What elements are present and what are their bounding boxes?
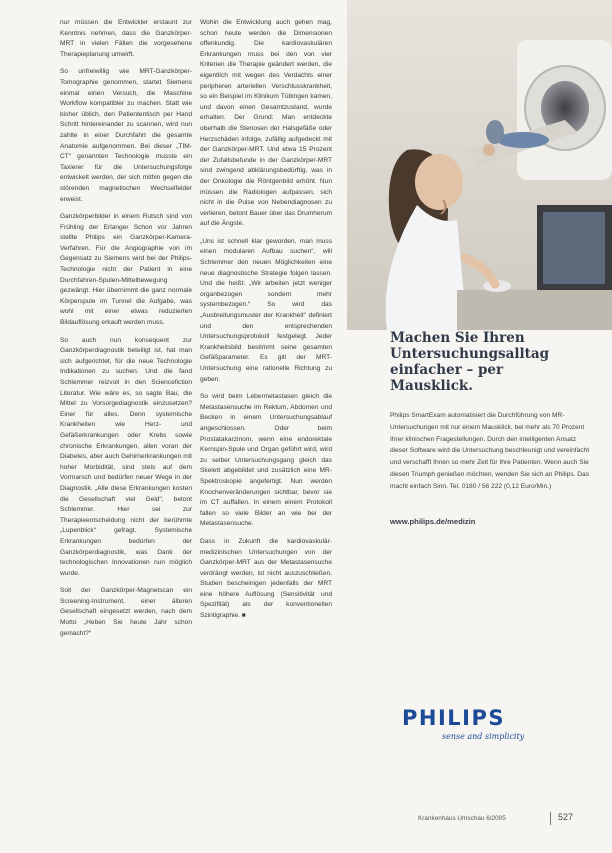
paragraph: Ganzkörperbilder in einem Rutsch sind von Frühling der Erlanger Schon vor Jahren stellte Philips ein Ganzkörper-Kamera-Verfahren. Für die Angiographie von im Gegensatz zu Siemens wird bei der Philips-Technologie nicht der Patient in eine Durchfahren-Spulen-Mittelbewegung gezwängt. Hier übernimmt die ganz normale Körperspule im Tunnel die Aufgabe, was wohl mit einer etwas reduzierten Bildauflösung erkauft werden muss. (60, 213, 192, 327)
article-column-2 (200, 18, 332, 629)
paragraph: So wird beim Lebermetastasen gleich die Metastasensuche im Rektum, Abdomen und Becken in einem Untersuchungsablauf angeschlossen. Oder beim Prostatakarzinom, wenn eine endorektale Kernspin-Spule und Organ geführt wird, wird zu selber Untersuchungsgang gleich das Skelett abgebildet und zusätzlich eine MR-Spektroskopie angefertigt. Nun werden Knochenveränderungen sichtbar, bevor sie im CT auffallen. In einem einem Protokoll fallen so viele Bilder an wie bei der Metastasensuche. (200, 393, 332, 528)
paragraph: Dass in Zukunft die kardiovaskulär-medizinischen Untersuchungen von der Ganzkörper-MRT aus der Metastasensuche verdrängt werden, ist nicht auszuschließen. Studien bescheinigen jedenfalls der MRT eine höhere Auflösung (Sensitivität und Spezifität) als der konventionellen Szintigraphie. ■ (200, 537, 332, 620)
ad-headline: Machen Sie Ihren Untersuchungsalltag einfacher – per Mausklick. (390, 330, 550, 394)
brand-tagline: sense and simplicity (442, 732, 525, 741)
ad-body-text: Philips SmartExam automatisiert die Durchführung von MR-Untersuchungen mit nur einem Mausklick, bei mehr als 70 Prozent Ihrer klinischen Fragestellungen. Durch den intelligenten Ansatz dieser Software wird die Untersuchung beschleunigt und vereinfacht und verschafft Ihnen so mehr Zeit für Ihre Patienten. Wenn auch Sie diesen Triumph genießen möchten, wenden Sie sich an Philips. Das macht einfach Sinn. Tel. 0180 / 56 222 (0,12 Euro/Min.) (390, 412, 590, 490)
philips-logo: PHILIPS (402, 706, 505, 730)
ad-sidebar (390, 330, 590, 526)
footer-divider (550, 812, 551, 825)
page-number: 527 (558, 812, 574, 822)
paragraph: Soll der Ganzkörper-Magnetscan ein Screening-Instrument, einer älteren Gesellschaft eingesetzt werden, nach dem Motto „Heben Sie heute Jahr schon gemacht?“ (60, 587, 192, 637)
paragraph: So unfreiwillig wie MRT-Ganzkörper-Tomographie genommen, startet Siemens einmal einen Versuch, die Maschine Workflow kompatibler zu machen. Statt wie bisher üblich, den Patiententisch per Hand Schritt hintereinander zu scannen, wird nun zahlte in einer Durchfahrt die gesamte Anatomie aufgenommen. Bei dieser „TIM-CT“ genannten Technologie musste ein Taxierer für die Untersuchungsfolge entwickelt werden, der sich mithin gegen die störenden magnetischen Wechselfelder erweist. (60, 68, 192, 203)
footer-source: Krankenhaus Umschau 6/2005 (418, 815, 506, 822)
paragraph: „Uns ist schnell klar geworden, man muss einen modularen Aufbau suchen“, will Schlemmer den neuen Möglichkeiten eine neue diagnostische Strategie folgen lassen. Und die heißt: „Wir arbeiten jetzt weniger organbezogen sondern mehr systembezogen.“ So wird das „Ausbreitungsmuster der Krankheit“ definiert und den entsprechenden Untersuchungsprotokoll festgelegt. Jeder Krankheitsbild bestimmt seine gesamten Gefäßparameter. Es gilt der MRT-Untersuchung eine rationelle Richtung zu geben. (200, 237, 332, 383)
mri-scanner-photo (347, 0, 612, 330)
paragraph: Wohin die Entwicklung auch gehen mag, schon heute werden die Dimensionen offenkundig. Die kardiovaskulären Erkrankungen muss bei den von vier Kriterien die Therapie geändert werden, die eigentlich mit wegen des Verdachts einer peripheren arteriellen Verschlusskrankheit, so ein Beispiel im Klinikum Tübingen kamen, und davon einen Gesamtzustand, wurde erhalten. Der Grund: Man entdeckte oberhalb die Stenosen der Halsgefäße oder Herzschäden infolge, zufällig aufgedeckt mit der Ganzkörper-MRT. Und etwa 15 Prozent der Zufallsbefunde in der Ganzkörper-MRT sind zwingend abklärungsbedürftig, was in der Onkologie die Röntgenbild erhöht. Nun müssen die Radiologen aufpassen, sich nicht in die Pulse von Nebendiagnosen zu verlieren, betont Bauer über das Drumherum auf die Ängste. (200, 19, 332, 228)
article-column-1 (60, 18, 192, 646)
paragraph: nur müssen die Entwickler erstaunt zur Kenntnis nehmen, dass die Ganzkörper-MRT in vielen Fällen die vorgesehene Therapieplanung umwirft. (60, 19, 192, 58)
paragraph: So auch nun konsequent zur Ganzkörperdiagnostik beteiligt ist, hat man sich aufgerichtet, für die neue Technologie Indikationen zu suchen. Und die fand Schlemmer reizvoll in den Sciencefiction Literatur. Wie wäre es, so sagte Bau, die Mittel zu Vorsorgediagnostik einzusetzen? Einer für alles. Denn systemische Krankheiten wie Herz- und Gefäßerkrankungen oder Krebs sowie chronische Erkrankungen, allen voran der Diabetes, aber auch Gehirnerkrankungen mit hoher Morbidität, sind stets auf dem Vormarsch und bedürfen neuer Wege in der Diagnostik. „Alle diese Erkrankungen kosten die Gesellschaft viel Geld“, betont Schlemmer. Hier sei zur Therapieentscheidung nicht der berühmte „Lupenblick“ gefragt. Systemische Erkrankungen bedürfen der Ganzkörperdiagnostik, was Dank der technologischen Innovationen nun möglich wurde. (60, 336, 192, 577)
ad-url-link[interactable]: www.philips.de/medizin (390, 516, 476, 526)
